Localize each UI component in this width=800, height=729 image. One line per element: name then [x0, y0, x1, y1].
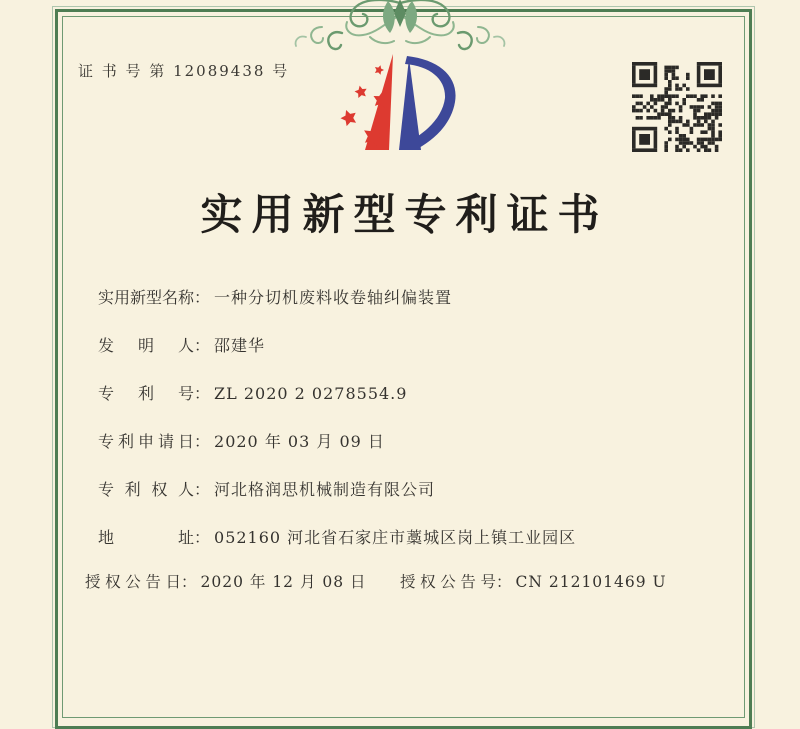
qr-code [632, 62, 722, 152]
field-label: 实用新型名称 [98, 288, 195, 307]
footer-row [85, 570, 785, 592]
field-value: 2020 年 03 月 09 日 [214, 432, 385, 451]
field-colon: ： [194, 336, 211, 355]
field-row-filing-date [98, 429, 385, 452]
field-label: 发明人 [98, 336, 194, 355]
grant-number-label: 授权公告号 [400, 573, 496, 591]
field-colon: ： [194, 432, 211, 451]
field-colon: ： [194, 288, 211, 307]
field-row-utility-model-name [98, 285, 452, 308]
grant-number-value: CN 212101469 U [515, 573, 667, 591]
grant-date-group [85, 570, 367, 592]
field-colon: ： [496, 573, 512, 591]
field-label: 专利号 [98, 384, 194, 403]
certificate-title: 实用新型专利证书 [200, 190, 609, 239]
certificate-number: 证 书 号 第 12089438 号 [78, 62, 290, 80]
field-row-address [98, 525, 576, 548]
field-value: 一种分切机废料收卷轴纠偏装置 [214, 288, 453, 307]
field-value: 河北格润思机械制造有限公司 [214, 480, 436, 499]
field-label: 专利权人 [98, 480, 194, 499]
grant-number-group [400, 570, 667, 592]
field-colon: ： [181, 573, 197, 591]
field-colon: ： [194, 384, 211, 403]
field-row-inventor [98, 333, 265, 356]
field-colon: ： [194, 528, 211, 547]
field-label: 专利申请日 [98, 432, 194, 451]
field-colon: ： [194, 480, 211, 499]
field-label: 地址 [98, 528, 194, 547]
scroll-ornament-icon [270, 0, 530, 51]
field-value: ZL 2020 2 0278554.9 [214, 384, 408, 403]
field-row-patent-number [98, 381, 407, 404]
ornament-center-leaf [394, 0, 406, 27]
field-value: 052160 河北省石家庄市藁城区岗上镇工业园区 [214, 528, 577, 547]
grant-date-value: 2020 年 12 月 08 日 [200, 573, 367, 591]
field-value: 邵建华 [214, 336, 266, 355]
grant-date-label: 授权公告日 [85, 573, 181, 591]
field-row-patentee [98, 477, 435, 500]
cnipa-patent-logo-icon [333, 50, 465, 164]
